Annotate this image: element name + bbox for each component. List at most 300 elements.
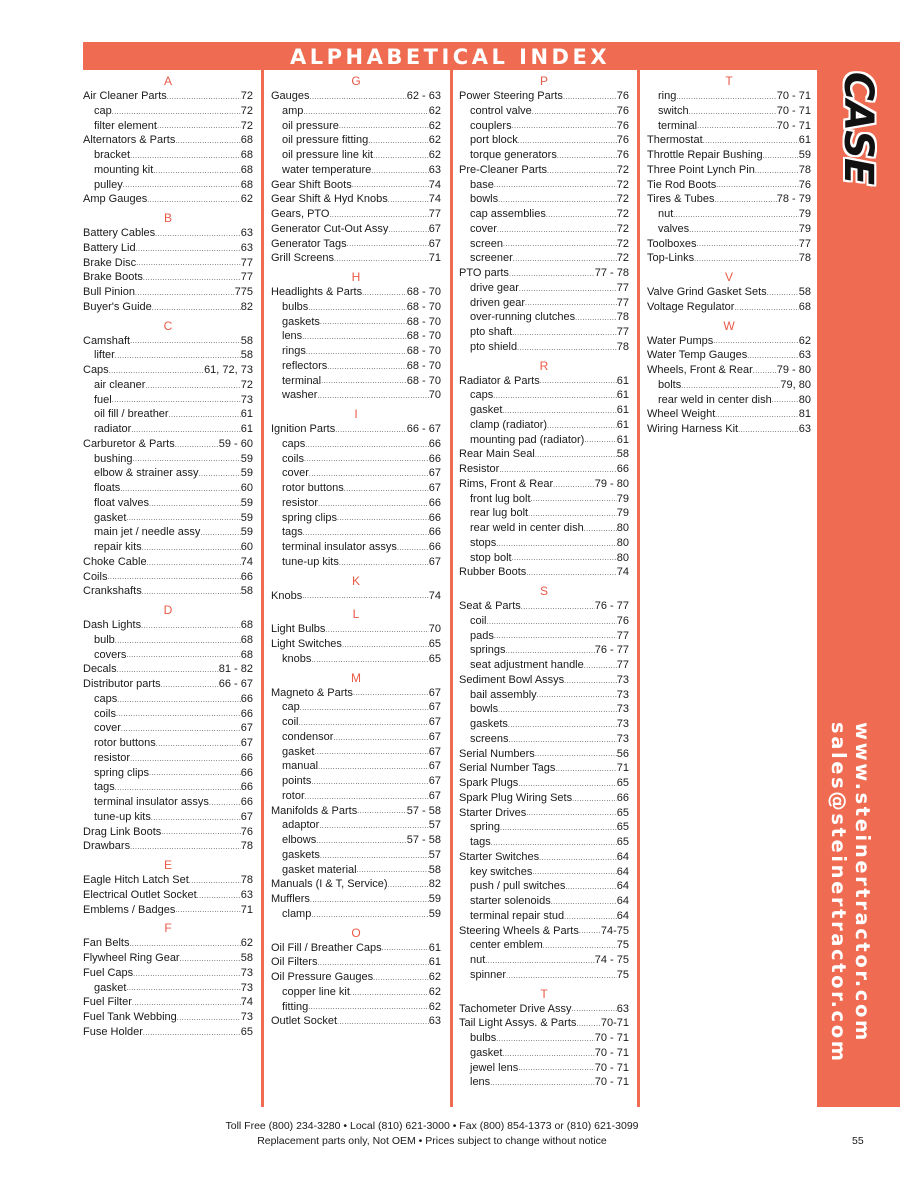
entry-page: 57 bbox=[428, 848, 441, 861]
section-letter: D bbox=[163, 603, 173, 617]
index-entry bbox=[647, 407, 811, 422]
dot-leader bbox=[300, 702, 429, 715]
dot-leader bbox=[339, 557, 429, 570]
dot-leader bbox=[153, 165, 240, 178]
entry-page: 62 bbox=[798, 334, 811, 347]
entry-name: seat adjustment handle bbox=[470, 659, 584, 671]
section-letter: E bbox=[163, 858, 172, 872]
dot-leader bbox=[491, 837, 617, 850]
entry-page: 65 bbox=[616, 777, 629, 789]
section-letter: T bbox=[725, 74, 733, 88]
dot-leader bbox=[319, 820, 428, 833]
page-title: ALPHABETICAL INDEX bbox=[289, 45, 611, 69]
index-subentry bbox=[271, 119, 441, 134]
dot-leader bbox=[494, 179, 617, 192]
index-entry bbox=[83, 89, 253, 104]
entry-name: clamp bbox=[282, 907, 312, 920]
dot-leader bbox=[494, 630, 617, 643]
dot-leader bbox=[135, 287, 235, 300]
dot-leader bbox=[344, 483, 429, 496]
entry-name: screener bbox=[470, 252, 513, 265]
index-entry bbox=[271, 178, 441, 193]
entry-page: 77 bbox=[240, 271, 253, 284]
entry-name: Drawbars bbox=[83, 840, 131, 853]
entry-name: spring bbox=[470, 821, 500, 834]
index-subentry bbox=[459, 688, 629, 703]
entry-page: 58 bbox=[428, 863, 441, 876]
index-section bbox=[647, 74, 811, 266]
dot-leader bbox=[302, 331, 407, 344]
entry-page: 59 bbox=[798, 149, 811, 161]
entry-name: starter solenoids bbox=[470, 895, 551, 907]
index-entry bbox=[83, 677, 253, 692]
dot-leader bbox=[502, 1048, 594, 1061]
entry-page: 72 bbox=[616, 252, 629, 265]
entry-name: terminal bbox=[658, 119, 698, 132]
index-entry bbox=[83, 825, 253, 840]
entry-page: 68 - 70 bbox=[406, 286, 441, 298]
entry-page: 66 bbox=[428, 452, 441, 465]
index-subentry bbox=[459, 968, 629, 983]
dot-leader bbox=[200, 527, 240, 540]
entry-page: 57 - 58 bbox=[406, 804, 441, 817]
index-column-2 bbox=[271, 72, 441, 1033]
email-link[interactable]: sales@steinertractor.com bbox=[827, 722, 850, 1064]
page-number: 55 bbox=[852, 1135, 864, 1147]
index-subentry bbox=[459, 325, 629, 340]
dot-leader bbox=[714, 194, 776, 207]
entry-name: oil pressure fitting bbox=[282, 134, 369, 147]
index-entry bbox=[647, 334, 811, 349]
dot-leader bbox=[564, 911, 617, 924]
section-letter: C bbox=[163, 318, 173, 333]
entry-name: Gears, PTO bbox=[271, 208, 330, 220]
dot-leader bbox=[755, 165, 799, 178]
dot-leader bbox=[120, 483, 240, 496]
dot-leader bbox=[156, 738, 241, 751]
entry-name: Dash Lights bbox=[83, 619, 142, 631]
entry-name: Gauges bbox=[271, 90, 310, 102]
entry-page: 70 - 71 bbox=[594, 1046, 629, 1059]
index-entry bbox=[647, 192, 811, 207]
entry-name: Headlights & Parts bbox=[271, 286, 363, 298]
entry-name: Fuel Filter bbox=[83, 996, 132, 1009]
entry-name: front lug bolt bbox=[470, 492, 531, 505]
entry-name: lens bbox=[282, 330, 303, 343]
index-subentry bbox=[271, 1000, 441, 1015]
entry-name: Eagle Hitch Latch Set bbox=[83, 874, 189, 886]
index-entry bbox=[83, 995, 253, 1010]
dot-leader bbox=[371, 165, 428, 178]
entry-page: 81 bbox=[798, 408, 811, 421]
entry-name: Serial Numbers bbox=[459, 747, 535, 760]
entry-name: elbows bbox=[282, 834, 317, 846]
index-subentry bbox=[83, 422, 253, 437]
entry-name: rotor bbox=[282, 789, 305, 802]
entry-name: Brake Disc bbox=[83, 256, 137, 269]
index-subentry bbox=[459, 296, 629, 311]
entry-page: 59 bbox=[240, 496, 253, 509]
section-letter: F bbox=[164, 921, 172, 936]
entry-page: 82 bbox=[240, 300, 253, 313]
index-subentry bbox=[83, 466, 253, 481]
entry-name: Wheel Weight bbox=[647, 408, 716, 421]
entry-name: Starter Switches bbox=[459, 850, 540, 863]
entry-page: 66 bbox=[240, 692, 253, 705]
index-subentry bbox=[271, 985, 441, 1000]
dot-leader bbox=[151, 812, 241, 825]
index-entry bbox=[459, 89, 629, 104]
entry-name: Serial Number Tags bbox=[459, 762, 556, 775]
entry-page: 68 bbox=[240, 619, 253, 631]
entry-name: Crankshafts bbox=[83, 585, 142, 598]
entry-name: tags bbox=[470, 836, 491, 848]
entry-page: 78 bbox=[616, 311, 629, 324]
entry-page: 68 bbox=[240, 149, 253, 161]
entry-page: 76 bbox=[616, 134, 629, 147]
index-section bbox=[83, 74, 253, 207]
index-subentry bbox=[459, 281, 629, 296]
index-entry bbox=[83, 270, 253, 285]
entry-page: 68 - 70 bbox=[406, 330, 441, 343]
entry-page: 68 bbox=[240, 633, 253, 646]
entry-page: 61 bbox=[240, 423, 253, 435]
dot-leader bbox=[157, 120, 241, 133]
dot-leader bbox=[306, 346, 407, 359]
entry-name: spring clips bbox=[282, 511, 338, 524]
index-section bbox=[271, 926, 441, 1030]
index-entry bbox=[271, 892, 441, 907]
entry-page: 65 bbox=[616, 806, 629, 819]
index-section bbox=[459, 74, 629, 355]
section-letter: P bbox=[539, 74, 548, 88]
index-subentry bbox=[459, 702, 629, 717]
entry-page: 77 bbox=[616, 281, 629, 294]
entry-name: lifter bbox=[94, 349, 115, 362]
dot-leader bbox=[713, 335, 799, 348]
index-subentry bbox=[459, 251, 629, 266]
entry-page: 78 bbox=[616, 340, 629, 353]
entry-name: Choke Cable bbox=[83, 555, 147, 568]
dot-leader bbox=[547, 420, 617, 433]
dot-leader bbox=[199, 468, 241, 481]
entry-page: 76 bbox=[616, 614, 629, 627]
entry-page: 73 bbox=[240, 981, 253, 994]
entry-name: Carburetor & Parts bbox=[83, 437, 175, 450]
entry-page: 80 bbox=[798, 393, 811, 406]
section-letter: A bbox=[163, 74, 172, 88]
entry-page: 77 bbox=[616, 326, 629, 338]
index-subentry bbox=[83, 119, 253, 134]
dot-leader bbox=[316, 835, 407, 848]
entry-name: cap bbox=[282, 701, 300, 714]
index-subentry bbox=[459, 222, 629, 237]
dot-leader bbox=[673, 209, 798, 222]
entry-page: 72 bbox=[616, 222, 629, 235]
index-subentry bbox=[459, 1031, 629, 1046]
entry-page: 76 - 77 bbox=[594, 600, 629, 612]
dot-leader bbox=[388, 224, 428, 237]
index-entry bbox=[459, 462, 629, 477]
index-subentry bbox=[271, 315, 441, 330]
section-letter: R bbox=[539, 358, 549, 373]
index-subentry bbox=[271, 163, 441, 178]
entry-page: 68 bbox=[240, 163, 253, 176]
index-subentry bbox=[459, 340, 629, 355]
index-entry bbox=[271, 941, 441, 956]
dot-leader bbox=[498, 194, 617, 207]
dot-leader bbox=[373, 150, 429, 163]
entry-name: rotor buttons bbox=[94, 737, 156, 749]
entry-page: 66 bbox=[240, 570, 253, 583]
index-section bbox=[459, 987, 629, 1091]
index-entry bbox=[83, 226, 253, 241]
entry-page: 66 bbox=[428, 526, 441, 539]
index-entry bbox=[83, 903, 253, 918]
entry-name: switch bbox=[658, 104, 689, 117]
dot-leader bbox=[518, 778, 616, 791]
entry-name: nut bbox=[470, 954, 486, 966]
entry-page: 66 bbox=[240, 707, 253, 720]
entry-page: 80 bbox=[616, 551, 629, 564]
dot-leader bbox=[147, 194, 241, 207]
dot-leader bbox=[334, 253, 429, 266]
entry-page: 65 bbox=[616, 821, 629, 834]
entry-page: 64 bbox=[616, 909, 629, 922]
entry-name: Pre-Cleaner Parts bbox=[459, 163, 548, 176]
entry-name: clamp (radiator) bbox=[470, 418, 548, 431]
dot-leader bbox=[498, 704, 617, 717]
dot-leader bbox=[388, 194, 429, 207]
entry-name: tags bbox=[94, 781, 115, 794]
index-entry bbox=[647, 148, 811, 163]
index-entry bbox=[459, 374, 629, 389]
index-section bbox=[271, 671, 441, 922]
entry-name: bulbs bbox=[470, 1032, 497, 1044]
index-subentry bbox=[83, 780, 253, 795]
entry-name: Mufflers bbox=[271, 893, 310, 905]
index-subentry bbox=[83, 692, 253, 707]
entry-name: water temperature bbox=[282, 163, 372, 176]
entry-page: 58 bbox=[616, 448, 629, 461]
entry-page: 72 bbox=[240, 104, 253, 117]
dot-leader bbox=[145, 380, 240, 393]
dot-leader bbox=[579, 925, 601, 938]
entry-page: 68 bbox=[240, 178, 253, 191]
entry-page: 66 bbox=[240, 766, 253, 779]
entry-name: condensor bbox=[282, 730, 334, 743]
entry-name: oil pressure line kit bbox=[282, 149, 374, 161]
dot-leader bbox=[141, 620, 241, 633]
index-section bbox=[647, 319, 811, 437]
dot-leader bbox=[362, 287, 407, 300]
index-subentry bbox=[459, 629, 629, 644]
entry-name: Throttle Repair Bushing bbox=[647, 149, 763, 161]
index-entry bbox=[459, 266, 629, 281]
entry-page: 58 bbox=[240, 585, 253, 598]
entry-name: gasket bbox=[470, 404, 503, 416]
entry-page: 73 bbox=[616, 732, 629, 745]
section-letter: K bbox=[351, 573, 360, 588]
index-column-4 bbox=[647, 72, 811, 441]
section-letter: B bbox=[163, 211, 172, 225]
dot-leader bbox=[500, 822, 617, 835]
dot-leader bbox=[130, 335, 241, 348]
entry-page: 75 bbox=[616, 939, 629, 952]
dot-leader bbox=[547, 165, 617, 178]
dot-leader bbox=[512, 327, 617, 340]
entry-page: 74 bbox=[240, 996, 253, 1009]
entry-name: reflectors bbox=[282, 359, 328, 372]
index-entry bbox=[271, 237, 441, 252]
index-entry bbox=[459, 1002, 629, 1017]
entry-page: 76 bbox=[616, 119, 629, 132]
dot-leader bbox=[311, 909, 428, 922]
index-subentry bbox=[459, 835, 629, 850]
dot-leader bbox=[302, 590, 429, 603]
entry-name: gasket bbox=[94, 511, 127, 524]
index-subentry bbox=[271, 374, 441, 389]
entry-page: 62 bbox=[240, 937, 253, 950]
dot-leader bbox=[109, 365, 204, 378]
entry-name: Light Bulbs bbox=[271, 623, 326, 636]
dot-leader bbox=[303, 106, 428, 119]
entry-page: 68 - 70 bbox=[406, 315, 441, 328]
entry-page: 56 bbox=[616, 747, 629, 760]
entry-page: 62 - 63 bbox=[406, 90, 441, 102]
index-entry bbox=[271, 222, 441, 237]
index-subentry bbox=[83, 452, 253, 467]
index-entry bbox=[83, 334, 253, 349]
entry-page: 63 bbox=[240, 241, 253, 254]
dot-leader bbox=[496, 538, 616, 551]
dot-leader bbox=[563, 91, 617, 104]
index-entry bbox=[83, 133, 253, 148]
index-entry bbox=[271, 804, 441, 819]
dot-leader bbox=[499, 464, 616, 477]
dot-leader bbox=[161, 679, 219, 692]
dot-leader bbox=[564, 675, 617, 688]
entry-page: 77 bbox=[428, 208, 441, 220]
entry-name: elbow & strainer assy bbox=[94, 467, 199, 480]
section-letter: T bbox=[540, 986, 548, 1001]
entry-name: adaptor bbox=[282, 819, 320, 832]
dot-leader bbox=[518, 135, 617, 148]
entry-page: 81 - 82 bbox=[218, 663, 253, 676]
index-entry bbox=[647, 163, 811, 178]
section-letter: O bbox=[351, 925, 361, 940]
entry-page: 77 bbox=[240, 256, 253, 269]
case-logo bbox=[836, 72, 880, 184]
index-subentry bbox=[459, 207, 629, 222]
entry-name: manual bbox=[282, 760, 319, 773]
entry-name: bracket bbox=[94, 149, 131, 161]
index-subentry bbox=[271, 359, 441, 374]
entry-name: oil pressure bbox=[282, 119, 339, 132]
entry-page: 65 bbox=[428, 652, 441, 665]
dot-leader bbox=[551, 896, 617, 909]
footer-contact: Toll Free (800) 234-3280 • Local (810) 621-3000 • Fax (800) 854-1373 or (810) 621-3099 bbox=[225, 1120, 639, 1132]
entry-name: rear weld in center dish bbox=[470, 522, 584, 534]
dot-leader bbox=[565, 881, 616, 894]
dot-leader bbox=[357, 805, 407, 818]
index-subentry bbox=[459, 237, 629, 252]
index-entry bbox=[271, 251, 441, 266]
dot-leader bbox=[115, 782, 241, 795]
dot-leader bbox=[697, 238, 799, 251]
dot-leader bbox=[304, 453, 429, 466]
dot-leader bbox=[310, 894, 429, 907]
entry-name: cap assemblies bbox=[470, 208, 546, 220]
index-section bbox=[647, 270, 811, 315]
index-entry bbox=[647, 348, 811, 363]
entry-page: 77 bbox=[616, 659, 629, 671]
index-subentry bbox=[271, 745, 441, 760]
entry-page: 60 bbox=[240, 541, 253, 553]
index-entry bbox=[83, 936, 253, 951]
dot-leader bbox=[126, 512, 240, 525]
dot-leader bbox=[314, 746, 428, 759]
entry-page: 67 bbox=[428, 222, 441, 235]
dot-leader bbox=[694, 253, 799, 266]
dot-leader bbox=[397, 542, 429, 555]
entry-page: 61 bbox=[428, 941, 441, 954]
entry-page: 72 bbox=[616, 163, 629, 176]
entry-page: 61 bbox=[616, 418, 629, 431]
entry-name: stop bolt bbox=[470, 551, 512, 564]
index-subentry bbox=[459, 894, 629, 909]
entry-name: fitting bbox=[282, 1000, 309, 1013]
entry-name: screens bbox=[470, 732, 509, 745]
entry-name: pulley bbox=[94, 178, 123, 191]
dot-leader bbox=[136, 243, 241, 256]
dot-leader bbox=[373, 972, 429, 985]
dot-leader bbox=[175, 439, 219, 452]
dot-leader bbox=[112, 394, 241, 407]
entry-name: Toolboxes bbox=[647, 237, 697, 250]
dot-leader bbox=[503, 238, 617, 251]
section-letter: H bbox=[351, 270, 361, 284]
index-subentry bbox=[83, 148, 253, 163]
entry-name: Tie Rod Boots bbox=[647, 178, 717, 191]
entry-name: Gear Shift Boots bbox=[271, 178, 352, 191]
entry-name: driven gear bbox=[470, 296, 526, 309]
website-link[interactable]: www.steinertractor.com bbox=[851, 722, 874, 1043]
entry-name: spinner bbox=[470, 968, 507, 981]
entry-page: 66 bbox=[616, 791, 629, 804]
index-section bbox=[83, 319, 253, 600]
entry-name: gasket bbox=[94, 981, 127, 994]
entry-page: 70-71 bbox=[600, 1017, 629, 1030]
index-subentry bbox=[271, 481, 441, 496]
entry-name: Three Point Lynch Pin bbox=[647, 163, 755, 176]
entry-page: 63 bbox=[798, 349, 811, 362]
dot-leader bbox=[335, 424, 407, 437]
dot-leader bbox=[112, 106, 241, 119]
section-letter: V bbox=[724, 270, 733, 284]
index-subentry bbox=[647, 119, 811, 134]
entry-name: terminal bbox=[282, 374, 322, 387]
index-section bbox=[459, 359, 629, 581]
dot-leader bbox=[117, 694, 241, 707]
entry-name: Oil Pressure Gauges bbox=[271, 971, 374, 983]
entry-page: 66 bbox=[428, 541, 441, 553]
index-entry bbox=[271, 877, 441, 892]
dot-leader bbox=[509, 268, 595, 281]
index-subentry bbox=[83, 481, 253, 496]
dot-leader bbox=[532, 106, 617, 119]
dot-leader bbox=[496, 1033, 594, 1046]
